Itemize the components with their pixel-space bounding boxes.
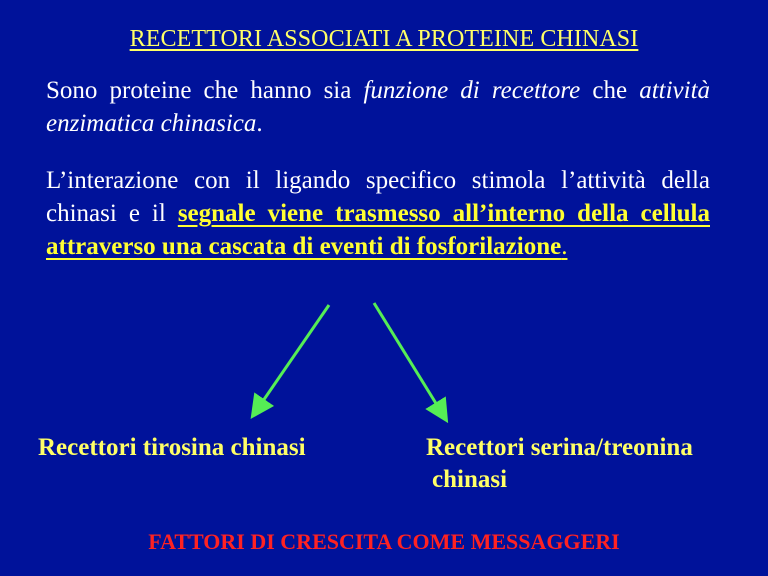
definition-italic-2: attività enzimatica chinasica	[46, 77, 711, 137]
slide-title: RECETTORI ASSOCIATI A PROTEINE CHINASI	[129, 26, 639, 52]
definition-text-1: Sono proteine che hanno sia	[46, 77, 364, 104]
tyrosine-kinase-label: Recettori tirosina chinasi	[38, 434, 306, 461]
footer-caption: FATTORI DI CRESCITA COME MESSAGGERI	[148, 529, 620, 554]
serine-threonine-line-1: Recettori serina/treonina	[426, 434, 693, 461]
interaction-text: L’interazione con il ligando specifico stimola l’attività della chinasi e il	[46, 167, 710, 227]
arrow-right	[374, 303, 445, 418]
serine-threonine-kinase-label	[426, 432, 756, 496]
signal-highlight: segnale viene trasmesso all’interno della cellula attraverso una cascata di eventi di fosforilazione	[46, 200, 710, 260]
interaction-end: .	[561, 233, 568, 260]
definition-italic-1: funzione di recettore	[363, 77, 581, 104]
serine-threonine-line-2: chinasi	[432, 466, 508, 493]
definition-text-3: .	[256, 110, 263, 137]
definition-text-2: che	[580, 77, 640, 104]
arrow-left	[254, 305, 329, 414]
